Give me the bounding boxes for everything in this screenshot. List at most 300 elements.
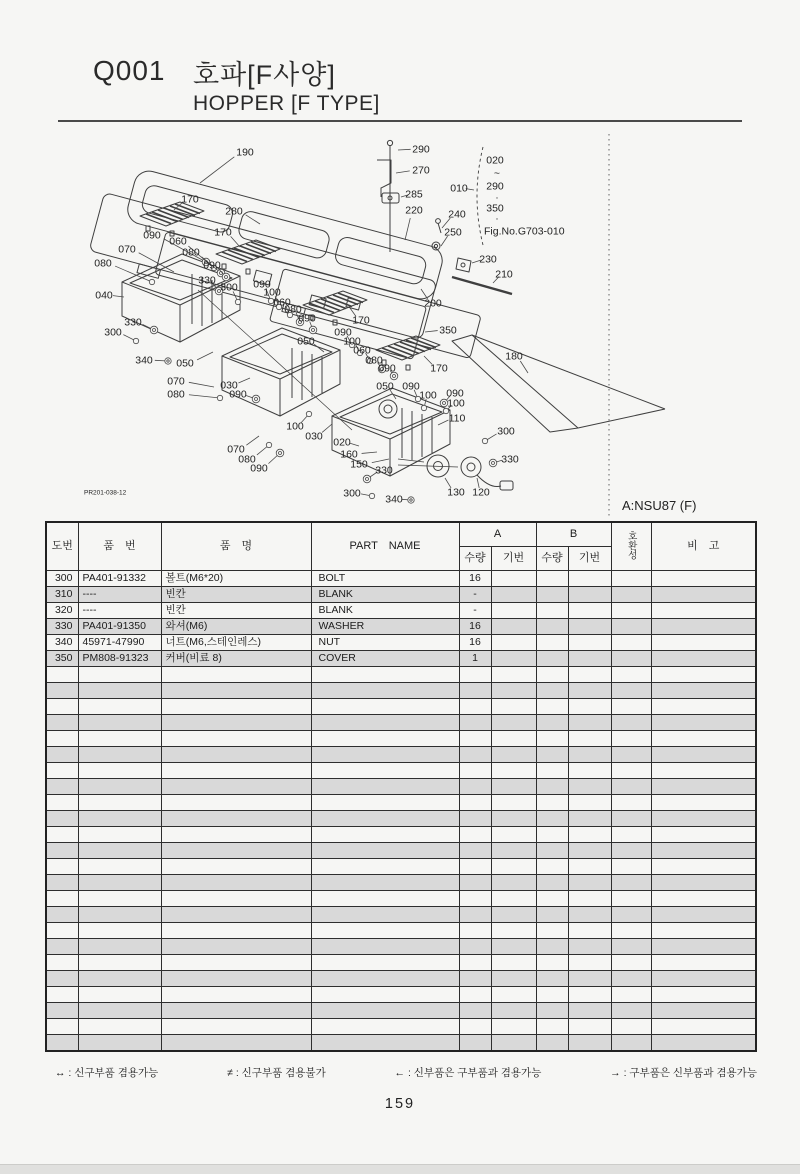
cell-name-kr: 와셔(M6) <box>161 619 311 635</box>
cell-qty-a <box>459 955 491 971</box>
cell-qty-b <box>536 731 568 747</box>
diagram-part-label: 190 <box>236 146 254 159</box>
cell-serial-b <box>568 715 611 731</box>
cell-compat <box>611 1035 651 1052</box>
cell-remarks <box>651 731 756 747</box>
cell-qty-a: 16 <box>459 571 491 587</box>
diagram-part-label: 090 <box>253 278 271 291</box>
empty-row <box>46 683 756 699</box>
leader-lines <box>113 146 528 503</box>
cell-doc-no <box>46 1003 78 1019</box>
cell-name-kr <box>161 843 311 859</box>
diagram-part-label: 230 <box>479 253 497 266</box>
scan-edge <box>0 1164 800 1174</box>
cell-qty-b <box>536 923 568 939</box>
cell-part-name <box>311 827 459 843</box>
cell-doc-no <box>46 1019 78 1035</box>
cell-doc-no <box>46 939 78 955</box>
cell-qty-a: 16 <box>459 635 491 651</box>
diagram-part-label: 070 <box>118 243 136 256</box>
cell-serial-a <box>491 1019 536 1035</box>
cell-qty-b <box>536 587 568 603</box>
diagram-part-label: 100 <box>419 389 437 402</box>
cell-doc-no <box>46 795 78 811</box>
cell-part-no <box>78 699 161 715</box>
cell-part-name: COVER <box>311 651 459 667</box>
cell-serial-a <box>491 763 536 779</box>
parts-row-310 <box>46 587 756 603</box>
cell-remarks <box>651 971 756 987</box>
legend-item-both: ↔ : 신구부품 겸용가능 <box>55 1067 159 1079</box>
cell-part-name <box>311 971 459 987</box>
leader-line <box>246 436 259 445</box>
cell-part-name <box>311 987 459 1003</box>
cell-serial-a <box>491 587 536 603</box>
diagram-part-label: 350 <box>486 202 504 215</box>
cell-doc-no <box>46 859 78 875</box>
empty-row <box>46 811 756 827</box>
cell-qty-a <box>459 683 491 699</box>
cell-part-no <box>78 747 161 763</box>
cell-remarks <box>651 571 756 587</box>
cell-qty-a <box>459 763 491 779</box>
diagram-part-label: 340 <box>385 493 403 506</box>
diagram-part-label: 220 <box>405 204 423 217</box>
cell-qty-b <box>536 651 568 667</box>
diagram-part-label: 050 <box>297 335 315 348</box>
diagram-part-label: 010 <box>450 182 468 195</box>
diagram-part-label: 030 <box>220 379 238 392</box>
cell-remarks <box>651 587 756 603</box>
cell-compat <box>611 859 651 875</box>
header-compat <box>611 522 651 571</box>
cell-serial-a <box>491 1035 536 1052</box>
diagram-part-label: 060 <box>169 235 187 248</box>
cell-qty-b <box>536 891 568 907</box>
page-title-korean: 호파[F사양] <box>193 60 336 90</box>
cell-qty-a <box>459 923 491 939</box>
cell-remarks <box>651 907 756 923</box>
diagram-part-label: 100 <box>263 286 281 299</box>
cell-part-no <box>78 715 161 731</box>
diagram-part-label: · <box>495 212 499 225</box>
cell-part-name <box>311 923 459 939</box>
cell-compat <box>611 667 651 683</box>
cell-compat <box>611 747 651 763</box>
cell-serial-a <box>491 907 536 923</box>
diagram-part-label: 090 <box>143 229 161 242</box>
cell-serial-b <box>568 747 611 763</box>
cell-name-kr <box>161 779 311 795</box>
cell-doc-no <box>46 875 78 891</box>
cell-part-name: NUT <box>311 635 459 651</box>
cell-serial-b <box>568 699 611 715</box>
cell-doc-no <box>46 731 78 747</box>
cell-part-no <box>78 683 161 699</box>
washer-marker <box>150 326 158 334</box>
cell-doc-no <box>46 843 78 859</box>
cell-remarks <box>651 795 756 811</box>
cell-part-name <box>311 763 459 779</box>
diagram-part-label: 090 <box>298 312 316 325</box>
cell-part-no <box>78 795 161 811</box>
leader-line <box>396 171 410 173</box>
cell-part-name: BLANK <box>311 603 459 619</box>
cell-part-no: 45971-47990 <box>78 635 161 651</box>
header-group-a: A <box>459 522 536 547</box>
empty-row <box>46 667 756 683</box>
cell-part-name: WASHER <box>311 619 459 635</box>
diagram-part-label: 285 <box>405 188 423 201</box>
cell-doc-no <box>46 779 78 795</box>
cell-doc-no: 340 <box>46 635 78 651</box>
cell-serial-b <box>568 811 611 827</box>
bolt-marker <box>149 279 154 284</box>
compatibility-legend <box>55 1065 757 1080</box>
legend-item-neither: ≠ : 신구부품 겸용불가 <box>227 1067 326 1079</box>
cell-serial-b <box>568 891 611 907</box>
empty-row <box>46 715 756 731</box>
cell-serial-b <box>568 859 611 875</box>
empty-row <box>46 747 756 763</box>
cell-qty-b <box>536 683 568 699</box>
diagram-part-label: 210 <box>495 268 513 281</box>
bolt-marker <box>217 395 222 400</box>
cell-part-name <box>311 683 459 699</box>
diagram-part-label: 170 <box>352 314 370 327</box>
cell-part-name <box>311 891 459 907</box>
cell-serial-b <box>568 955 611 971</box>
header-qty-b: 수량 <box>536 547 568 571</box>
cell-part-no <box>78 955 161 971</box>
cell-part-no <box>78 1019 161 1035</box>
cell-name-kr: 볼트(M6*20) <box>161 571 311 587</box>
cell-serial-a <box>491 619 536 635</box>
cell-serial-a <box>491 843 536 859</box>
cell-serial-b <box>568 1019 611 1035</box>
cell-remarks <box>651 651 756 667</box>
leader-line <box>398 149 411 150</box>
empty-row <box>46 795 756 811</box>
diagram-part-label: 100 <box>286 420 304 433</box>
cell-part-no <box>78 763 161 779</box>
cell-qty-b <box>536 795 568 811</box>
leader-line <box>197 352 213 360</box>
cell-qty-b <box>536 715 568 731</box>
diagram-part-label: 290 <box>486 180 504 193</box>
bolt-marker <box>266 442 271 447</box>
diagram-part-label: 240 <box>448 208 466 221</box>
cell-doc-no <box>46 667 78 683</box>
parts-row-330 <box>46 619 756 635</box>
diagram-part-label: 250 <box>444 226 462 239</box>
chute-180 <box>452 335 665 432</box>
cell-part-name <box>311 859 459 875</box>
cell-qty-a <box>459 779 491 795</box>
cell-part-name: BOLT <box>311 571 459 587</box>
cell-serial-a <box>491 875 536 891</box>
cell-serial-b <box>568 843 611 859</box>
cell-doc-no: 320 <box>46 603 78 619</box>
cell-qty-b <box>536 779 568 795</box>
cell-serial-b <box>568 1003 611 1019</box>
cell-serial-b <box>568 683 611 699</box>
diagram-part-label: 130 <box>447 486 465 499</box>
diagram-part-label: PR201-038-12 <box>84 489 127 497</box>
diagram-part-label: 340 <box>135 354 153 367</box>
diagram-labels <box>84 144 565 506</box>
empty-row <box>46 779 756 795</box>
legend-item-old-to-new: → : 구부품은 신부품과 겸용가능 <box>610 1067 757 1079</box>
cell-part-no <box>78 827 161 843</box>
cell-name-kr: 커버(비료 8) <box>161 651 311 667</box>
cell-serial-a <box>491 987 536 1003</box>
diagram-part-label: 080 <box>284 303 302 316</box>
cell-doc-no: 330 <box>46 619 78 635</box>
header-doc-no: 도번 <box>46 522 78 571</box>
cell-doc-no <box>46 971 78 987</box>
leader-line <box>231 236 240 247</box>
cell-name-kr <box>161 795 311 811</box>
cell-remarks <box>651 827 756 843</box>
cell-serial-b <box>568 795 611 811</box>
diagram-part-label: 300 <box>497 425 515 438</box>
header-part-name: PART NAME <box>311 522 459 571</box>
leader-line <box>322 424 332 432</box>
cell-part-no <box>78 859 161 875</box>
cell-serial-a <box>491 715 536 731</box>
cell-name-kr: 빈칸 <box>161 603 311 619</box>
parts-row-350 <box>46 651 756 667</box>
cell-doc-no: 300 <box>46 571 78 587</box>
cell-remarks <box>651 1003 756 1019</box>
cell-name-kr <box>161 827 311 843</box>
diagram-part-label: 080 <box>94 257 112 270</box>
cell-qty-a <box>459 1019 491 1035</box>
cell-part-no <box>78 891 161 907</box>
bolt-marker <box>235 299 240 304</box>
diagram-part-label: 080 <box>182 246 200 259</box>
cell-part-name <box>311 1003 459 1019</box>
cell-qty-b <box>536 939 568 955</box>
cell-serial-b <box>568 875 611 891</box>
empty-row <box>46 1003 756 1019</box>
cell-compat <box>611 811 651 827</box>
cell-qty-a <box>459 971 491 987</box>
cell-part-no <box>78 971 161 987</box>
cell-compat <box>611 795 651 811</box>
cell-part-name <box>311 955 459 971</box>
cell-qty-a <box>459 699 491 715</box>
cell-name-kr <box>161 971 311 987</box>
cell-compat <box>611 731 651 747</box>
leader-line <box>372 459 389 463</box>
cell-compat <box>611 1003 651 1019</box>
cell-compat <box>611 827 651 843</box>
cell-compat <box>611 939 651 955</box>
cell-name-kr <box>161 923 311 939</box>
diagram-part-label: 100 <box>447 397 465 410</box>
cell-name-kr <box>161 763 311 779</box>
header-compat-text: 호환성 <box>625 530 637 560</box>
cell-part-no: PA401-91350 <box>78 619 161 635</box>
cell-qty-a <box>459 811 491 827</box>
header-serial-a: 기번 <box>491 547 536 571</box>
cell-name-kr <box>161 667 311 683</box>
leader-line <box>200 157 234 183</box>
cell-serial-a <box>491 651 536 667</box>
cell-serial-a <box>491 891 536 907</box>
cell-qty-b <box>536 667 568 683</box>
cell-name-kr <box>161 1035 311 1052</box>
fig-group-brace <box>477 147 483 245</box>
empty-row <box>46 763 756 779</box>
bolt-marker <box>421 405 426 410</box>
cell-qty-a <box>459 939 491 955</box>
header-group-b: B <box>536 522 611 547</box>
diagram-part-label: 090 <box>446 387 464 400</box>
leader-line <box>405 218 410 240</box>
cell-part-no <box>78 907 161 923</box>
diagram-part-label: 330 <box>375 464 393 477</box>
cell-compat <box>611 1019 651 1035</box>
cell-serial-b <box>568 939 611 955</box>
page-number: 159 <box>384 1096 416 1112</box>
cell-compat <box>611 635 651 651</box>
leader-line <box>362 452 377 453</box>
cell-name-kr <box>161 907 311 923</box>
cell-remarks <box>651 923 756 939</box>
legend-item-new-to-old: ← : 신부품은 구부품과 겸용가능 <box>394 1067 542 1079</box>
cell-compat <box>611 843 651 859</box>
cell-name-kr: 빈칸 <box>161 587 311 603</box>
cell-qty-a <box>459 667 491 683</box>
leader-line <box>520 361 528 373</box>
diagram-part-label: 090 <box>203 259 221 272</box>
diagram-part-label: 170 <box>430 362 448 375</box>
cell-name-kr <box>161 811 311 827</box>
diagram-part-label: 090 <box>229 388 247 401</box>
cell-qty-b <box>536 1035 568 1052</box>
cell-compat <box>611 971 651 987</box>
cell-qty-a <box>459 731 491 747</box>
cell-name-kr <box>161 747 311 763</box>
cell-part-name: BLANK <box>311 587 459 603</box>
cell-qty-a: 1 <box>459 651 491 667</box>
cell-serial-a <box>491 795 536 811</box>
cell-serial-a <box>491 779 536 795</box>
cell-name-kr <box>161 683 311 699</box>
cell-serial-a <box>491 667 536 683</box>
washer-marker <box>222 273 230 281</box>
cell-doc-no <box>46 955 78 971</box>
cell-remarks <box>651 603 756 619</box>
cell-part-name <box>311 939 459 955</box>
cell-name-kr <box>161 859 311 875</box>
cell-remarks <box>651 939 756 955</box>
diagram-part-label: Fig.No.G703-010 <box>484 225 565 238</box>
cell-remarks <box>651 699 756 715</box>
exploded-parts-diagram <box>0 0 800 530</box>
parts-row-320 <box>46 603 756 619</box>
bolt-marker <box>482 438 487 443</box>
cell-doc-no <box>46 891 78 907</box>
diagram-part-label: 060 <box>353 344 371 357</box>
cell-part-no: ---- <box>78 587 161 603</box>
cell-qty-b <box>536 1003 568 1019</box>
cell-compat <box>611 683 651 699</box>
cell-name-kr <box>161 939 311 955</box>
cell-name-kr <box>161 699 311 715</box>
diagram-part-label: 200 <box>424 297 442 310</box>
cell-part-no: ---- <box>78 603 161 619</box>
empty-row <box>46 875 756 891</box>
cell-doc-no <box>46 1035 78 1052</box>
leader-line <box>238 378 250 383</box>
parts-row-300 <box>46 571 756 587</box>
cell-qty-b <box>536 571 568 587</box>
diagram-part-label: 080 <box>167 388 185 401</box>
cell-compat <box>611 955 651 971</box>
empty-row <box>46 987 756 1003</box>
cell-remarks <box>651 683 756 699</box>
cell-part-no: PA401-91332 <box>78 571 161 587</box>
cell-serial-b <box>568 779 611 795</box>
diagram-part-label: 330 <box>198 274 216 287</box>
cell-remarks <box>651 747 756 763</box>
cell-compat <box>611 603 651 619</box>
cell-remarks <box>651 1019 756 1035</box>
empty-row <box>46 843 756 859</box>
cell-part-name <box>311 795 459 811</box>
cell-remarks <box>651 843 756 859</box>
cell-part-name <box>311 843 459 859</box>
page-title-english: HOPPER [F TYPE] <box>193 92 380 115</box>
cell-serial-a <box>491 827 536 843</box>
cell-qty-a <box>459 987 491 1003</box>
cell-part-name <box>311 747 459 763</box>
page-title-code: Q001 <box>93 55 166 86</box>
diagram-part-label: 330 <box>501 453 519 466</box>
leader-line <box>189 382 214 387</box>
washer-marker <box>363 475 371 483</box>
empty-row <box>46 827 756 843</box>
cell-doc-no <box>46 811 78 827</box>
cell-part-no <box>78 987 161 1003</box>
cell-serial-b <box>568 987 611 1003</box>
cell-serial-b <box>568 1035 611 1052</box>
washer-marker <box>489 459 497 467</box>
screw-240 <box>436 219 441 233</box>
cell-remarks <box>651 875 756 891</box>
cell-doc-no <box>46 715 78 731</box>
cell-part-no <box>78 1035 161 1052</box>
cell-qty-a <box>459 1003 491 1019</box>
cell-part-no <box>78 875 161 891</box>
cell-remarks <box>651 987 756 1003</box>
empty-row <box>46 907 756 923</box>
cell-part-name <box>311 1019 459 1035</box>
diagram-part-label: 020 <box>486 154 504 167</box>
diagram-part-label: 090 <box>250 462 268 475</box>
cell-qty-a <box>459 827 491 843</box>
empty-row <box>46 731 756 747</box>
cell-name-kr <box>161 1003 311 1019</box>
empty-row <box>46 859 756 875</box>
cell-name-kr <box>161 955 311 971</box>
nut-marker <box>408 497 414 503</box>
cell-remarks <box>651 715 756 731</box>
